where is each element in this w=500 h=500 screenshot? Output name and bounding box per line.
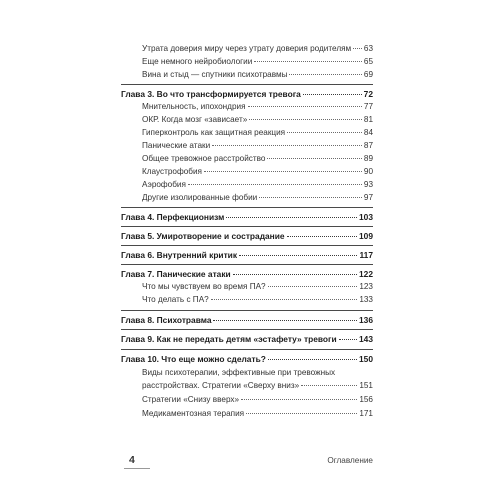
toc-chapter-page: 72 <box>363 89 373 99</box>
toc-chapter-page: 136 <box>359 315 373 325</box>
toc-entry-title: расстройствах. Стратегии «Сверху вниз» <box>142 381 300 390</box>
footer-rule <box>124 468 150 469</box>
toc-entry-title: Еще немного нейробиологии <box>142 57 253 66</box>
toc-entry-page: 151 <box>359 381 373 390</box>
leader-dots <box>303 94 362 95</box>
toc-entry-page: 63 <box>363 44 373 53</box>
toc-chapter <box>121 315 373 325</box>
toc-entry-page: 133 <box>359 295 373 304</box>
toc-chapter-title: Глава 7. Панические атаки <box>121 269 231 279</box>
toc-entry <box>121 70 373 80</box>
leader-dots <box>259 197 362 198</box>
toc-chapter <box>121 231 373 241</box>
toc-chapter-title: Глава 5. Умиротворение и сострадание <box>121 231 285 241</box>
toc-entry-page: 81 <box>363 115 373 124</box>
chapter-divider <box>121 349 373 350</box>
toc-chapter-title: Глава 4. Перфекционизм <box>121 212 225 222</box>
toc-entry <box>121 368 373 378</box>
toc-entry-title: Другие изолированные фобии <box>142 193 258 202</box>
toc-entry <box>121 154 373 164</box>
leader-dots <box>301 385 357 386</box>
toc-entry-page: 65 <box>363 57 373 66</box>
leader-dots <box>241 399 357 400</box>
toc-entry-title: Панические атаки <box>142 141 211 150</box>
leader-dots <box>213 320 357 321</box>
toc-entry <box>121 44 373 54</box>
leader-dots <box>268 286 358 287</box>
chapter-divider <box>121 245 373 246</box>
toc-entry-title: ОКР. Когда мозг «зависает» <box>142 115 248 124</box>
toc-entry-title: Что делать с ПА? <box>142 295 209 304</box>
toc-entry-page: 93 <box>363 180 373 189</box>
leader-dots <box>248 106 362 107</box>
leader-dots <box>233 274 357 275</box>
toc-entry <box>121 395 373 405</box>
toc-chapter-page: 117 <box>359 250 373 260</box>
toc-entry <box>121 115 373 125</box>
toc-chapter <box>121 334 373 344</box>
toc-entry-page: 90 <box>363 167 373 176</box>
leader-dots <box>268 359 357 360</box>
toc-chapter-title: Глава 10. Что еще можно сделать? <box>121 354 266 364</box>
toc-entry-page: 171 <box>359 409 373 418</box>
toc-chapter <box>121 354 373 364</box>
toc-entry-title: Аэрофобия <box>142 180 186 189</box>
leader-dots <box>239 255 357 256</box>
toc-entry-page: 89 <box>363 154 373 163</box>
toc-entry <box>121 102 373 112</box>
toc-entry-page: 123 <box>359 282 373 291</box>
chapter-divider <box>121 310 373 311</box>
leader-dots <box>254 61 362 62</box>
toc-chapter <box>121 89 373 99</box>
chapter-divider <box>121 329 373 330</box>
toc-entry-page: 156 <box>359 395 373 404</box>
toc-entry <box>121 180 373 190</box>
toc-entry-page: 77 <box>363 102 373 111</box>
leader-dots <box>204 171 362 172</box>
chapter-divider <box>121 264 373 265</box>
toc-entry-title: Гиперконтроль как защитная реакция <box>142 128 286 137</box>
leader-dots <box>339 339 357 340</box>
toc-chapter-page: 122 <box>359 269 373 279</box>
toc-entry-title: Утрата доверия миру через утрату доверия родителям <box>142 44 352 53</box>
toc-entry-title: Что мы чувствуем во время ПА? <box>142 282 266 291</box>
toc-entry <box>121 57 373 67</box>
toc-entry-title: Мнительность, ипохондрия <box>142 102 246 111</box>
toc-entry <box>121 381 373 391</box>
leader-dots <box>246 413 357 414</box>
leader-dots <box>289 74 361 75</box>
leader-dots <box>212 145 362 146</box>
toc-entry <box>121 167 373 177</box>
leader-dots <box>226 217 357 218</box>
toc-chapter-page: 150 <box>359 354 373 364</box>
leader-dots <box>188 184 362 185</box>
leader-dots <box>211 299 358 300</box>
toc-entry-page: 84 <box>363 128 373 137</box>
chapter-divider <box>121 226 373 227</box>
toc-entry-page: 87 <box>363 141 373 150</box>
toc-entry <box>121 295 373 305</box>
toc-chapter-title: Глава 9. Как не передать детям «эстафету» тревоги <box>121 334 337 344</box>
toc-entry <box>121 193 373 203</box>
toc-entry-title: Клаустрофобия <box>142 167 202 176</box>
toc-chapter-page: 103 <box>359 212 373 222</box>
toc-entry-page: 97 <box>363 193 373 202</box>
toc-entry-page: 69 <box>363 70 373 79</box>
toc-entry <box>121 409 373 419</box>
leader-dots <box>267 158 361 159</box>
toc-chapter-title: Глава 6. Внутренний критик <box>121 250 238 260</box>
toc-entry-title: Медикаментозная терапия <box>142 409 245 418</box>
toc-entry-title-line1: Виды психотерапии, эффективные при тревожных <box>142 368 336 377</box>
toc-chapter <box>121 250 373 260</box>
toc-chapter-page: 109 <box>359 231 373 241</box>
toc-entry-title: Общее тревожное расстройство <box>142 154 266 163</box>
toc-chapter-page: 143 <box>359 334 373 344</box>
toc-chapter-title: Глава 3. Во что трансформируется тревога <box>121 89 301 99</box>
leader-dots <box>287 236 357 237</box>
toc-entry <box>121 282 373 292</box>
leader-dots <box>287 132 362 133</box>
toc-entry-title: Вина и стыд — спутники психотравмы <box>142 70 288 79</box>
toc-entry-title: Стратегии «Снизу вверх» <box>142 395 240 404</box>
page-number: 4 <box>129 454 135 466</box>
toc-chapter <box>121 212 373 222</box>
toc-chapter <box>121 269 373 279</box>
leader-dots <box>353 48 362 49</box>
running-title: Оглавление <box>327 456 373 465</box>
leader-dots <box>249 119 362 120</box>
toc-entry <box>121 128 373 138</box>
chapter-divider <box>121 207 373 208</box>
chapter-divider <box>121 84 373 85</box>
toc-entry <box>121 141 373 151</box>
toc-chapter-title: Глава 8. Психотравма <box>121 315 212 325</box>
